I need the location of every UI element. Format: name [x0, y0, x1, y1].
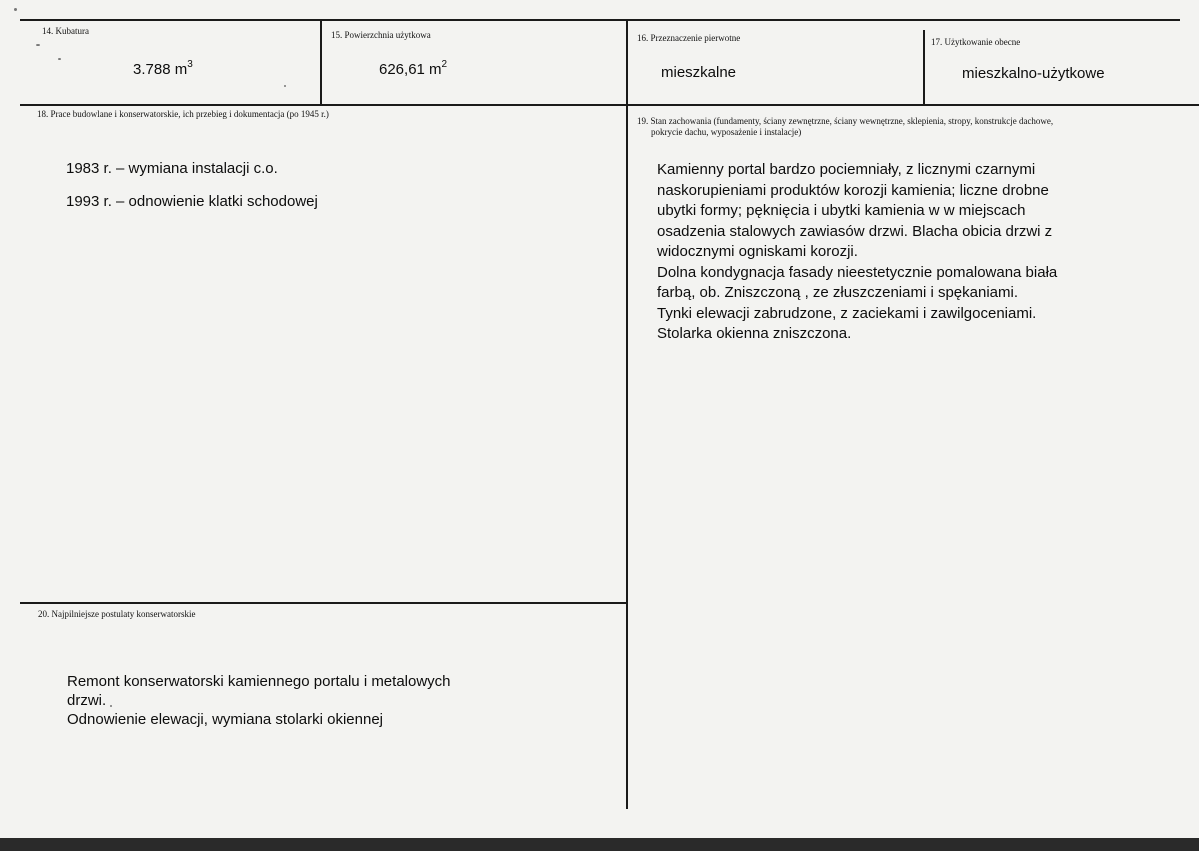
column-divider-16-17 [923, 30, 925, 105]
field-20-content [67, 672, 451, 729]
field-19-content [657, 160, 1057, 345]
condition-line: naskorupieniami produktów korozji kamienia; liczne drobne [657, 181, 1049, 199]
field-17-value: mieszkalno-użytkowe [962, 65, 1105, 82]
work-entry-1983: 1983 r. – wymiana instalacji c.o. [66, 160, 278, 177]
column-divider-center [626, 19, 628, 809]
field-14-label: 14. Kubatura [42, 26, 89, 36]
field-15-label: 15. Powierzchnia użytkowa [331, 30, 431, 40]
postulate-line: Remont konserwatorski kamiennego portalu i metalowych [67, 673, 451, 690]
work-entry-1993: 1993 r. – odnowienie klatki schodowej [66, 193, 318, 210]
scan-speck [58, 58, 61, 60]
condition-line: Tynki elewacji zabrudzone, z zaciekami i zawilgoceniami. [657, 304, 1037, 322]
condition-line: widocznymi ogniskami korozji. [657, 243, 858, 260]
left-section-divider-line [20, 602, 627, 604]
scan-speck [284, 85, 286, 87]
postulate-line: drzwi. [67, 692, 107, 709]
volume-unit-superscript: 3 [187, 59, 193, 70]
condition-line: osadzenia stalowych zawiasów drzwi. Blacha obicia drzwi z [657, 222, 1053, 240]
field-19-label [637, 116, 1053, 138]
row-divider-line [20, 104, 1199, 106]
condition-line: Stolarka okienna zniszczona. [657, 325, 852, 342]
condition-line: ubytki formy; pęknięcia i ubytki kamienia w w miejscach [657, 202, 1026, 219]
condition-line: Dolna kondygnacja fasady nieestetycznie pomalowana biała [657, 263, 1058, 281]
field-19-label-line-1: 19. Stan zachowania (fundamenty, ściany zewnętrzne, ściany wewnętrzne, sklepienia, stropy, konstrukcje dachowe, [637, 116, 1054, 126]
column-divider-14-15 [320, 19, 322, 105]
top-border-line [20, 19, 1180, 21]
condition-line: farbą, ob. Zniszczoną , ze złuszczeniami i spękaniami. [657, 284, 1018, 301]
area-unit-superscript: 2 [441, 59, 448, 70]
field-19-label-line-2: pokrycie dachu, wyposażenie i instalacje) [651, 127, 802, 137]
condition-line: Kamienny portal bardzo pociemniały, z licznymi czarnymi [657, 161, 1036, 178]
field-18-content [66, 159, 318, 211]
field-17-label: 17. Użytkowanie obecne [931, 37, 1021, 47]
usable-area-value: 626,61 m [379, 61, 442, 78]
field-16-value: mieszkalne [661, 64, 737, 81]
postulate-line: Odnowienie elewacji, wymiana stolarki okiennej [67, 711, 383, 728]
scan-bottom-edge [0, 838, 1199, 851]
field-20-label: 20. Najpilniejsze postulaty konserwatorskie [38, 609, 196, 619]
scan-speck [14, 8, 17, 11]
field-18-label: 18. Prace budowlane i konserwatorskie, ich przebieg i dokumentacja (po 1945 r.) [37, 109, 329, 119]
field-15-value [379, 61, 447, 78]
scan-speck [110, 705, 112, 707]
field-14-value [133, 61, 193, 78]
field-16-label: 16. Przeznaczenie pierwotne [637, 33, 741, 43]
volume-value: 3.788 m [133, 61, 188, 78]
scan-speck [36, 44, 40, 46]
